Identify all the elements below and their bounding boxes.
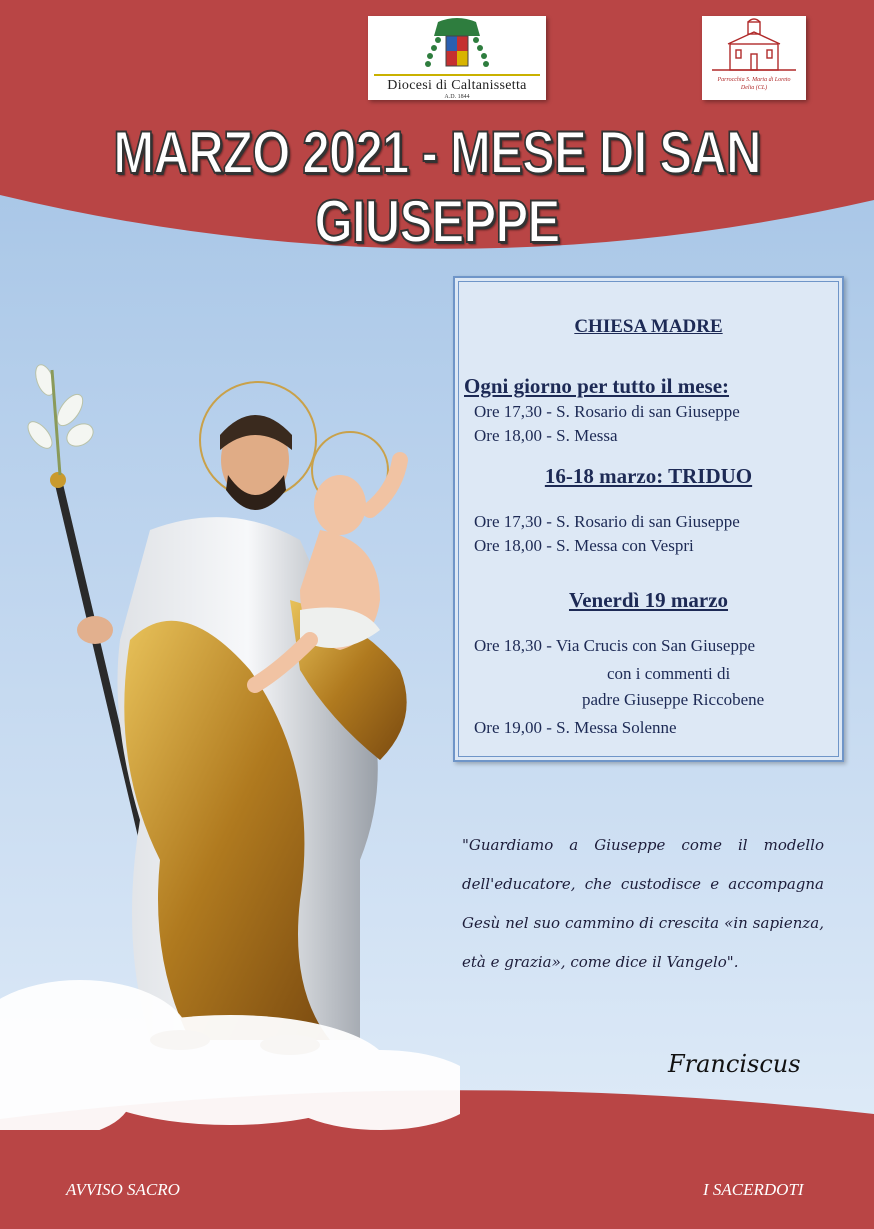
- daily-heading: Ogni giorno per tutto il mese:: [464, 374, 730, 398]
- schedule-item: Ore 18,00 - S. Messa con Vespri: [474, 536, 694, 555]
- page-title: MARZO 2021 - MESE DI SAN GIUSEPPE: [113, 119, 761, 255]
- diocese-name: Diocesi di Caltanissetta: [387, 78, 527, 93]
- schedule-item: Ore 18,00 - S. Messa: [474, 426, 618, 445]
- logo-divider: [374, 74, 540, 76]
- schedule-item: Ore 17,30 - S. Rosario di san Giuseppe: [474, 512, 740, 531]
- pope-quote: "Guardiamo a Giuseppe come il modello dell'educatore, che custodisce e accompagna Gesù nel suo cammino di crescita «in sapienza, età e grazia», come dice il Vangelo".: [462, 836, 824, 971]
- parish-name-line2: Delia (CL): [740, 85, 768, 91]
- signature: Franciscus: [668, 1050, 801, 1078]
- footer-signatories: I SACERDOTI: [703, 1180, 804, 1199]
- church-heading: CHIESA MADRE: [574, 316, 723, 337]
- schedule-box: [453, 276, 844, 762]
- schedule-item: con i commenti di: [607, 664, 731, 683]
- schedule-item: Ore 17,30 - S. Rosario di san Giuseppe: [474, 402, 740, 421]
- clouds-image: [0, 960, 460, 1130]
- parish-logo: [702, 16, 806, 100]
- church-icon: [702, 16, 806, 74]
- friday-heading: Venerdì 19 marzo: [568, 588, 729, 612]
- triduo-heading: 16-18 marzo: TRIDUO: [544, 464, 753, 488]
- footer-notice: AVVISO SACRO: [66, 1180, 180, 1199]
- schedule-item: padre Giuseppe Riccobene: [582, 690, 765, 709]
- schedule-item: Ore 18,30 - Via Crucis con San Giuseppe: [474, 636, 755, 655]
- diocese-year: A.D. 1844: [444, 94, 470, 100]
- parish-name-line1: Parrocchia S. Maria di Loreto: [717, 77, 791, 83]
- coat-of-arms-icon: [368, 16, 546, 76]
- schedule-item: Ore 19,00 - S. Messa Solenne: [474, 718, 677, 737]
- parish-name: [702, 76, 806, 92]
- diocese-logo: [368, 16, 546, 100]
